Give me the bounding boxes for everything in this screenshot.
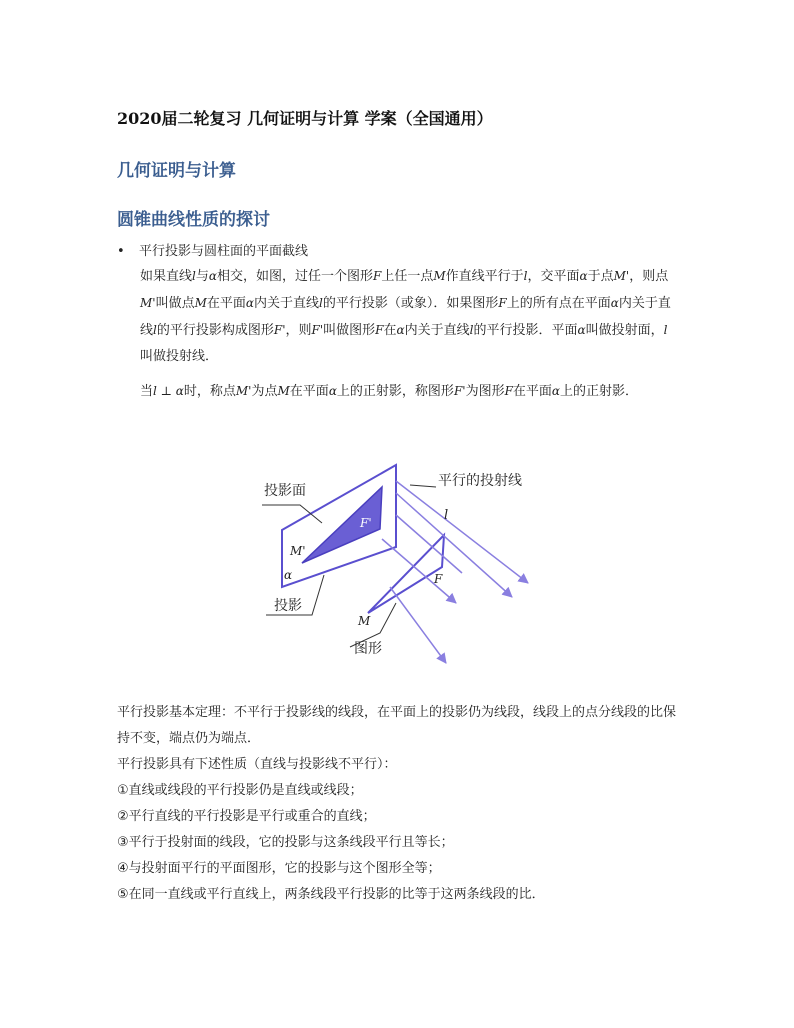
leader-line [410, 485, 436, 487]
bullet-icon: • [117, 244, 125, 259]
properties-list [117, 778, 687, 908]
projection-line [382, 539, 456, 603]
parallel-projection-figure [250, 455, 550, 675]
property-item: ②平行直线的平行投影是平行或重合的直线； [117, 809, 376, 824]
theorem-paragraph: 平行投影基本定理：不平行于投影线的线段，在平面上的投影仍为线段，线段上的点分线段的比保持不变，端点仍为端点． [117, 705, 677, 746]
label-M-prime: M' [290, 544, 306, 558]
bullet-item [117, 240, 308, 259]
label-alpha: α [284, 568, 293, 582]
projection-line [390, 587, 446, 663]
subsection-heading: 圆锥曲线性质的探讨 [117, 210, 270, 230]
projection-line [396, 493, 512, 597]
label-projection-plane: 投影面 [264, 483, 306, 499]
label-projection: 投影 [274, 598, 302, 614]
properties-intro: 平行投影具有下述性质（直线与投影线不平行）： [117, 757, 397, 772]
label-F: F [434, 572, 443, 586]
document-title: 2020届二轮复习 几何证明与计算 学案（全国通用） [117, 109, 493, 128]
property-item: ③平行于投射面的线段，它的投影与这条线段平行且等长； [117, 835, 454, 850]
label-figure: 图形 [354, 641, 382, 657]
label-M: M [358, 614, 371, 628]
property-item: ①直线或线段的平行投影仍是直线或线段； [117, 783, 363, 798]
orthogonal-projection-paragraph: 当l ⊥ α时，称点M'为点M在平面α上的正射影，称图形F'为图形F在平面α上的正射影． [140, 384, 639, 399]
bullet-text: 平行投影与圆柱面的平面截线 [139, 244, 309, 259]
label-parallel-lines: 平行的投射线 [438, 473, 522, 489]
section-heading: 几何证明与计算 [117, 161, 236, 181]
property-item: ④与投射面平行的平面图形，它的投影与这个图形全等； [117, 861, 441, 876]
definition-paragraph: 如果直线l与α相交，如图，过任一个图形F上任一点M作直线平行于l，交平面α于点M'，则点M'叫做点M在平面α内关于直线l的平行投影（或象）．如果图形F上的所有点在平面α内关于直线l的平行投影构成图形F'，则F'叫做图形F在α内关于直线l的平行投影．平面α叫做投射面，l叫做投射线． [140, 269, 671, 364]
label-F-prime: F' [360, 516, 372, 530]
property-item: ⑤在同一直线或平行直线上，两条线段平行投影的比等于这两条线段的比． [117, 887, 545, 902]
label-l: l [444, 508, 449, 523]
leader-line [262, 505, 322, 523]
